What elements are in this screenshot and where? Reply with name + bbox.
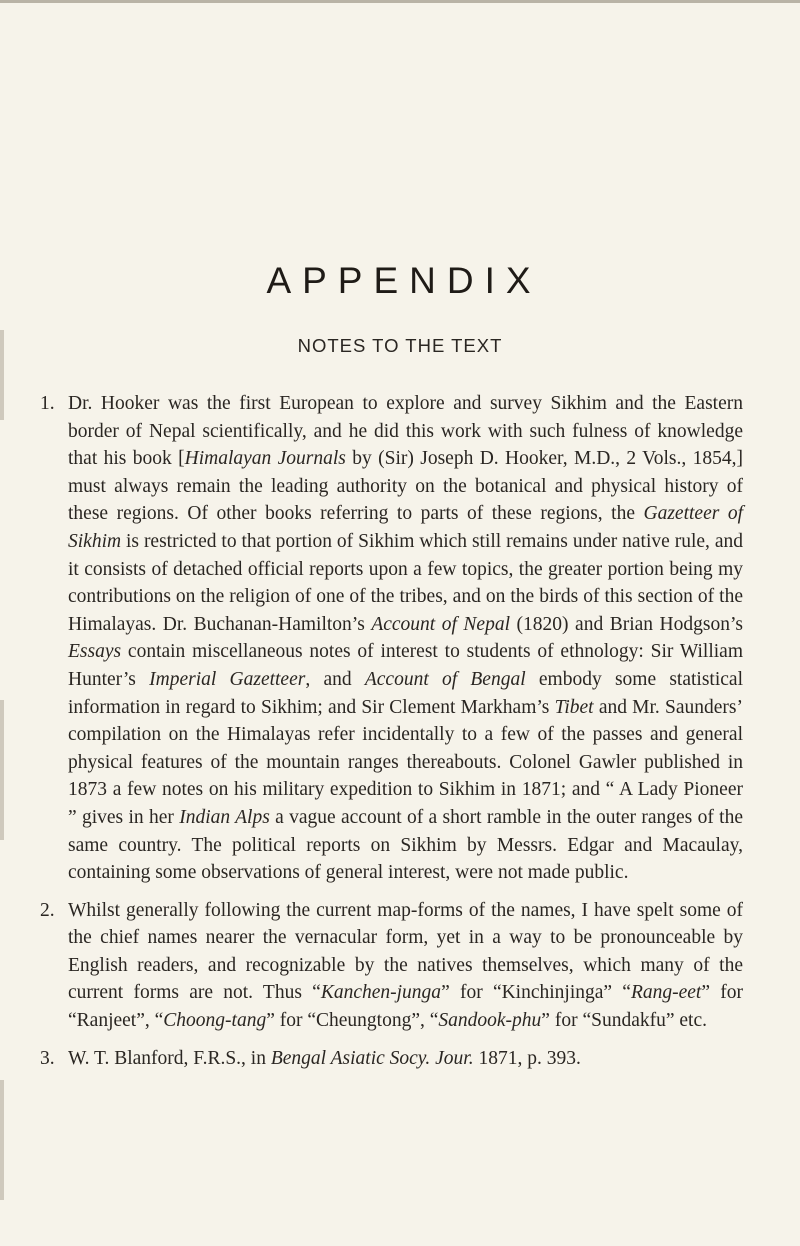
text-run: Whilst generally following the current map-forms of the names, I have spelt some of the chief names nearer the vernacular form, yet in a way to be pronounceable by English readers, and recognizable by the natives themselves, which many of the current forms are not. Thus “ — [68, 899, 743, 1004]
note-text — [68, 1048, 581, 1069]
notes-list — [40, 390, 743, 1072]
italic-title: Rang-eet — [630, 982, 702, 1004]
text-run: by (Sir) Joseph D. Hooker, M.D., 2 Vols., 1854,] must always remain the leading authority on the botanical and physical history of these regions. Of other books referring to parts of these regions, the — [68, 448, 743, 525]
page-left-edge-shadow — [0, 700, 4, 840]
text-run: W. T. Blanford, F.R.S., in — [68, 1047, 271, 1069]
text-run: embody some statistical information in regard to Sikhim; and Sir Clement Markham’s — [68, 668, 743, 718]
text-run: 1871, p. 393. — [473, 1047, 581, 1069]
text-run: ” for “Ranjeet”, “ — [68, 982, 743, 1032]
italic-title: Account of Bengal — [364, 668, 526, 690]
text-run: (1820) and Brian Hodgson’s — [510, 613, 743, 635]
appendix-heading: APPENDIX — [266, 260, 542, 301]
page-left-edge-shadow — [0, 1080, 4, 1200]
text-run: is restricted to that portion of Sikhim which still remains under native rule, and it consists of detached official reports upon a few topics, the greater portion being my contributions on the religion of one of the tribes, and on the birds of this section of the Himalayas. Dr. Buchanan-Hamilton’s — [68, 530, 743, 635]
note-item — [40, 897, 743, 1035]
note-number: 1. — [40, 393, 55, 414]
italic-title: Kanchen-junga — [320, 982, 442, 1004]
italic-title: Bengal Asiatic Socy. Jour. — [270, 1047, 474, 1069]
text-run: ” for “Sundakfu” etc. — [541, 1010, 707, 1032]
italic-title: Tibet — [554, 696, 594, 718]
text-run: ” for “Cheungtong”, “ — [266, 1010, 439, 1032]
page-top-edge — [0, 0, 800, 3]
text-run: Dr. Hooker was the first European to explore and survey Sikhim and the Eastern border of Nepal scientifically, and he did this work with such fulness of knowledge that his book [ — [68, 393, 743, 470]
italic-title: Gazetteer of Sikhim — [68, 503, 743, 552]
note-number: 3. — [40, 1047, 55, 1069]
note-text — [68, 900, 743, 1031]
note-text — [68, 393, 743, 883]
italic-title: Indian Alps — [179, 806, 270, 828]
text-run: , and — [305, 668, 365, 690]
italic-title: Essays — [68, 641, 122, 663]
italic-title: Imperial Gazetteer — [149, 668, 306, 690]
text-run: a vague account of a short ramble in the outer ranges of the same country. The political reports on Sikhim by Messrs. Edgar and Macaulay, containing some observations of general interest, were not made public. — [68, 806, 743, 884]
note-number: 2. — [40, 899, 55, 921]
italic-title: Account of Nepal — [371, 613, 511, 635]
text-run: ” for “Kinchinjinga” “ — [441, 982, 631, 1004]
italic-title: Sandook-phu — [438, 1010, 542, 1032]
text-run: and Mr. Saunders’ compilation on the Himalayas refer incidentally to a few of the passes and general physical features of the mountain ranges thereabouts. Colonel Gawler published in 1873 a few notes on his military expedition to Sikhim in 1871; and “ A Lady Pioneer ” gives in her — [68, 696, 743, 828]
note-item — [40, 1045, 743, 1073]
italic-title: Himalayan Journals — [184, 448, 346, 470]
notes-subheading: NOTES TO THE TEXT — [297, 335, 503, 356]
italic-title: Choong-tang — [163, 1010, 267, 1032]
note-item — [40, 390, 743, 887]
text-run: contain miscellaneous notes of interest to students of ethnology: Sir William Hunter’s — [68, 641, 743, 690]
